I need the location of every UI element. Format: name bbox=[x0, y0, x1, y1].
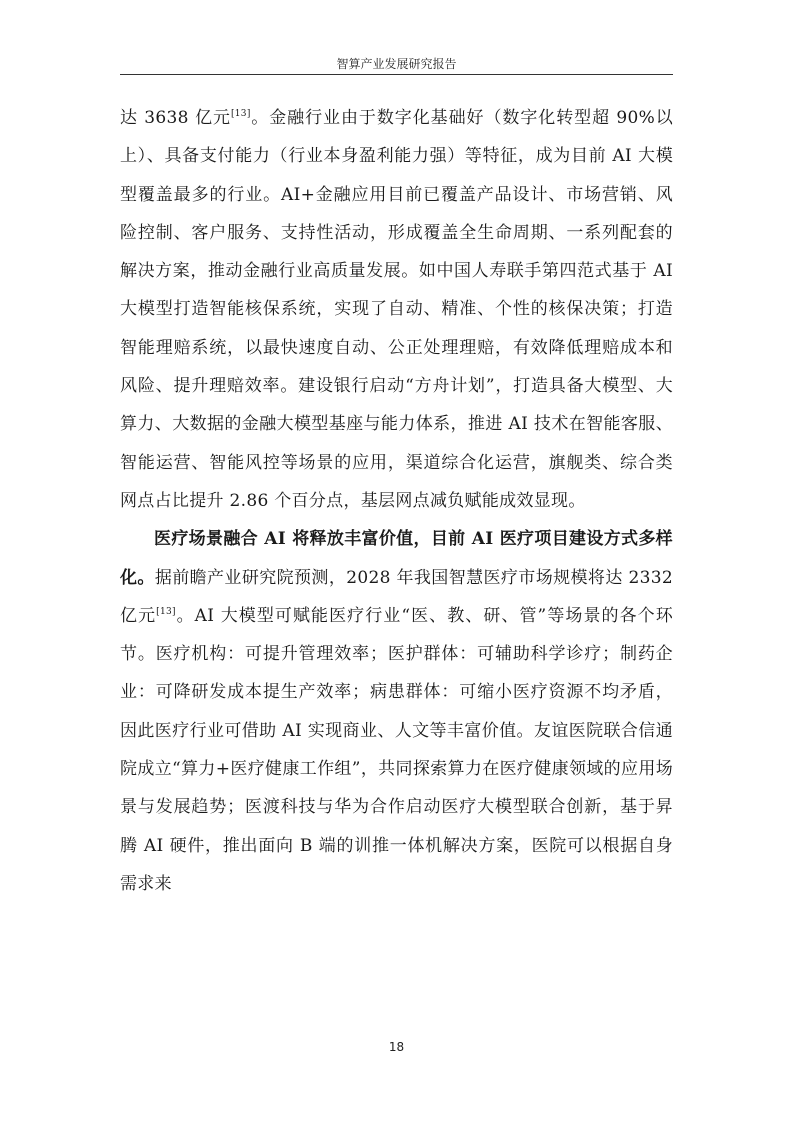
header-divider bbox=[120, 74, 673, 75]
paragraph-finance-text-2: 。金融行业由于数字化基础好（数字化转型超 90%以上）、具备支付能力（行业本身盈利能力强）等特征，成为目前 AI 大模型覆盖最多的行业。AI+金融应用目前已覆盖产品设计、市场营销、风险控制、客户服务、支持性活动，形成覆盖全生命周期、一系列配套的解决方案，推动金融行业高质量发展。如中国人寿联手第四范式基于 AI 大模型打造智能核保系统，实现了自动、精准、个性的核保决策；打造智能理赔系统，以最快速度自动、公正处理理赔，有效降低理赔成本和风险、提升理赔效率。建设银行启动“方舟计划”，打造具备大模型、大算力、大数据的金融大模型基座与能力体系，推进 AI 技术在智能客服、智能运营、智能风控等场景的应用，渠道综合化运营，旗舰类、综合类网点占比提升 2.86 个百分点，基层网点减负赋能成效显现。 bbox=[120, 108, 673, 511]
paragraph-finance-text-1: 达 3638 亿元 bbox=[120, 108, 231, 128]
citation-13: [13] bbox=[230, 109, 251, 119]
page-header-title: 智算产业发展研究报告 bbox=[336, 57, 457, 71]
paragraph-medical-lead: 医疗场景融合 AI 将释放丰富价值，目前 AI 医疗项目建设方式多样化。 bbox=[120, 529, 673, 588]
paragraph-medical bbox=[120, 520, 673, 903]
paragraph-medical-text-2: 。AI 大模型可赋能医疗行业“医、教、研、管”等场景的各个环节。医疗机构：可提升管理效率；医护群体：可辅助科学诊疗；制药企业：可降研发成本提生产效率；病患群体：可缩小医疗资源不均矛盾，因此医疗行业可借助 AI 实现商业、人文等丰富价值。友谊医院联合信通院成立“算力+医疗健康工作组”，共同探索算力在医疗健康领域的应用场景与发展趋势；医渡科技与华为合作启动医疗大模型联合创新，基于昇腾 AI 硬件，推出面向 B 端的训推一体机解决方案，医院可以根据自身需求来 bbox=[120, 605, 673, 894]
body-text bbox=[120, 99, 673, 903]
citation-13: [13] bbox=[156, 606, 176, 617]
page-number: 18 bbox=[388, 1040, 405, 1054]
paragraph-finance bbox=[120, 99, 673, 520]
paragraph-medical-text-1: 据前瞻产业研究院预测，2028 年我国智慧医疗市场规模将达 2332 亿元 bbox=[120, 567, 673, 626]
